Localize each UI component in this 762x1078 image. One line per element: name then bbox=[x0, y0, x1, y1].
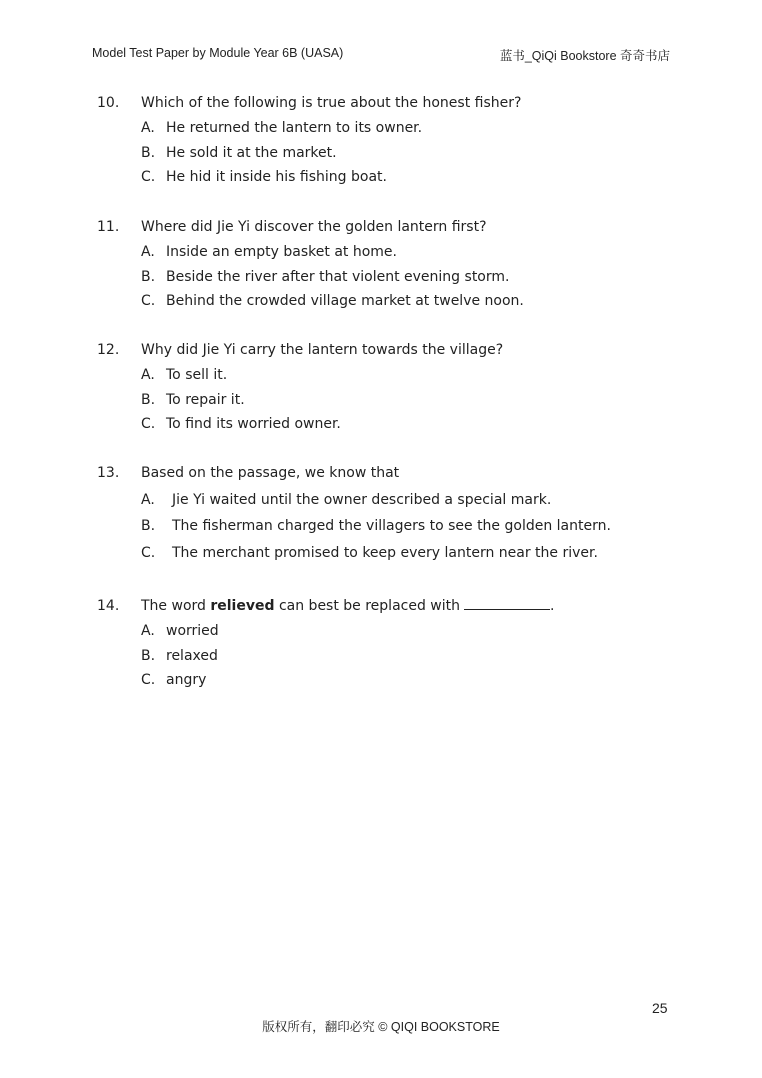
option-letter: B. bbox=[141, 518, 156, 534]
option-text: The fisherman charged the villagers to see the golden lantern. bbox=[172, 518, 611, 534]
option-c bbox=[97, 290, 677, 312]
question-text-after: can best be replaced with bbox=[278, 598, 461, 614]
option-a bbox=[97, 620, 677, 642]
question-13 bbox=[97, 462, 677, 564]
option-text: He hid it inside his fishing boat. bbox=[166, 169, 387, 186]
answer-blank bbox=[464, 595, 550, 610]
option-a bbox=[97, 117, 677, 139]
option-letter: A. bbox=[141, 622, 155, 639]
question-number: 11. bbox=[97, 219, 120, 235]
option-text: To sell it. bbox=[166, 366, 228, 383]
question-text: Where did Jie Yi discover the golden lantern first? bbox=[141, 219, 487, 235]
option-letter: A. bbox=[141, 366, 155, 383]
option-text: The merchant promised to keep every lantern near the river. bbox=[172, 544, 598, 561]
option-letter: A. bbox=[141, 119, 155, 136]
option-letter: A. bbox=[141, 491, 155, 508]
option-c bbox=[97, 413, 677, 435]
option-letter: B. bbox=[141, 647, 156, 664]
option-letter: B. bbox=[141, 144, 156, 161]
option-c bbox=[97, 669, 677, 691]
option-b bbox=[97, 515, 677, 537]
option-letter: C. bbox=[141, 672, 156, 689]
question-text: Why did Jie Yi carry the lantern towards the village? bbox=[141, 342, 504, 358]
question-number: 14. bbox=[97, 598, 120, 614]
option-b bbox=[97, 266, 677, 288]
question-text: Which of the following is true about the honest fisher? bbox=[141, 95, 522, 111]
header-publisher: 蓝书_QiQi Bookstore 奇奇书店 bbox=[499, 49, 670, 63]
option-letter: B. bbox=[141, 268, 156, 285]
question-text-before: The word bbox=[141, 598, 206, 614]
option-letter: C. bbox=[141, 169, 156, 186]
option-letter: C. bbox=[141, 544, 156, 561]
option-b bbox=[97, 142, 677, 164]
option-b bbox=[97, 389, 677, 411]
option-text: angry bbox=[166, 672, 207, 689]
option-text: Beside the river after that violent evening storm. bbox=[166, 268, 510, 285]
option-text: To repair it. bbox=[166, 391, 245, 408]
question-11 bbox=[97, 216, 677, 312]
option-text: Inside an empty basket at home. bbox=[166, 243, 397, 260]
page-number: 25 bbox=[652, 1000, 668, 1016]
option-letter: C. bbox=[141, 293, 156, 310]
header-title: Model Test Paper by Module Year 6B (UASA) bbox=[92, 46, 344, 60]
copyright-footer: 版权所有，翻印必究 © QIQI BOOKSTORE bbox=[262, 1020, 500, 1034]
keyword-relieved: relieved bbox=[210, 598, 275, 614]
question-text bbox=[141, 595, 554, 617]
option-letter: C. bbox=[141, 416, 156, 433]
option-text: worried bbox=[166, 622, 219, 639]
option-c bbox=[97, 166, 677, 188]
option-letter: B. bbox=[141, 391, 156, 408]
question-text: Based on the passage, we know that bbox=[141, 465, 400, 481]
question-14 bbox=[97, 595, 677, 691]
option-text: Jie Yi waited until the owner described a special mark. bbox=[172, 491, 552, 508]
question-10 bbox=[97, 92, 677, 188]
option-a bbox=[97, 364, 677, 386]
option-letter: A. bbox=[141, 243, 155, 260]
option-text: To find its worried owner. bbox=[166, 416, 341, 433]
option-a bbox=[97, 489, 677, 511]
option-text: He sold it at the market. bbox=[166, 144, 337, 161]
question-number: 13. bbox=[97, 465, 120, 481]
option-a bbox=[97, 241, 677, 263]
question-number: 12. bbox=[97, 342, 120, 358]
option-text: relaxed bbox=[166, 647, 218, 664]
option-text: Behind the crowded village market at twelve noon. bbox=[166, 293, 524, 310]
question-12 bbox=[97, 339, 677, 435]
option-text: He returned the lantern to its owner. bbox=[166, 119, 423, 136]
page-header bbox=[92, 46, 670, 64]
question-text-end: . bbox=[550, 598, 555, 614]
option-b bbox=[97, 645, 677, 667]
question-number: 10. bbox=[97, 95, 120, 111]
option-c bbox=[97, 542, 677, 564]
